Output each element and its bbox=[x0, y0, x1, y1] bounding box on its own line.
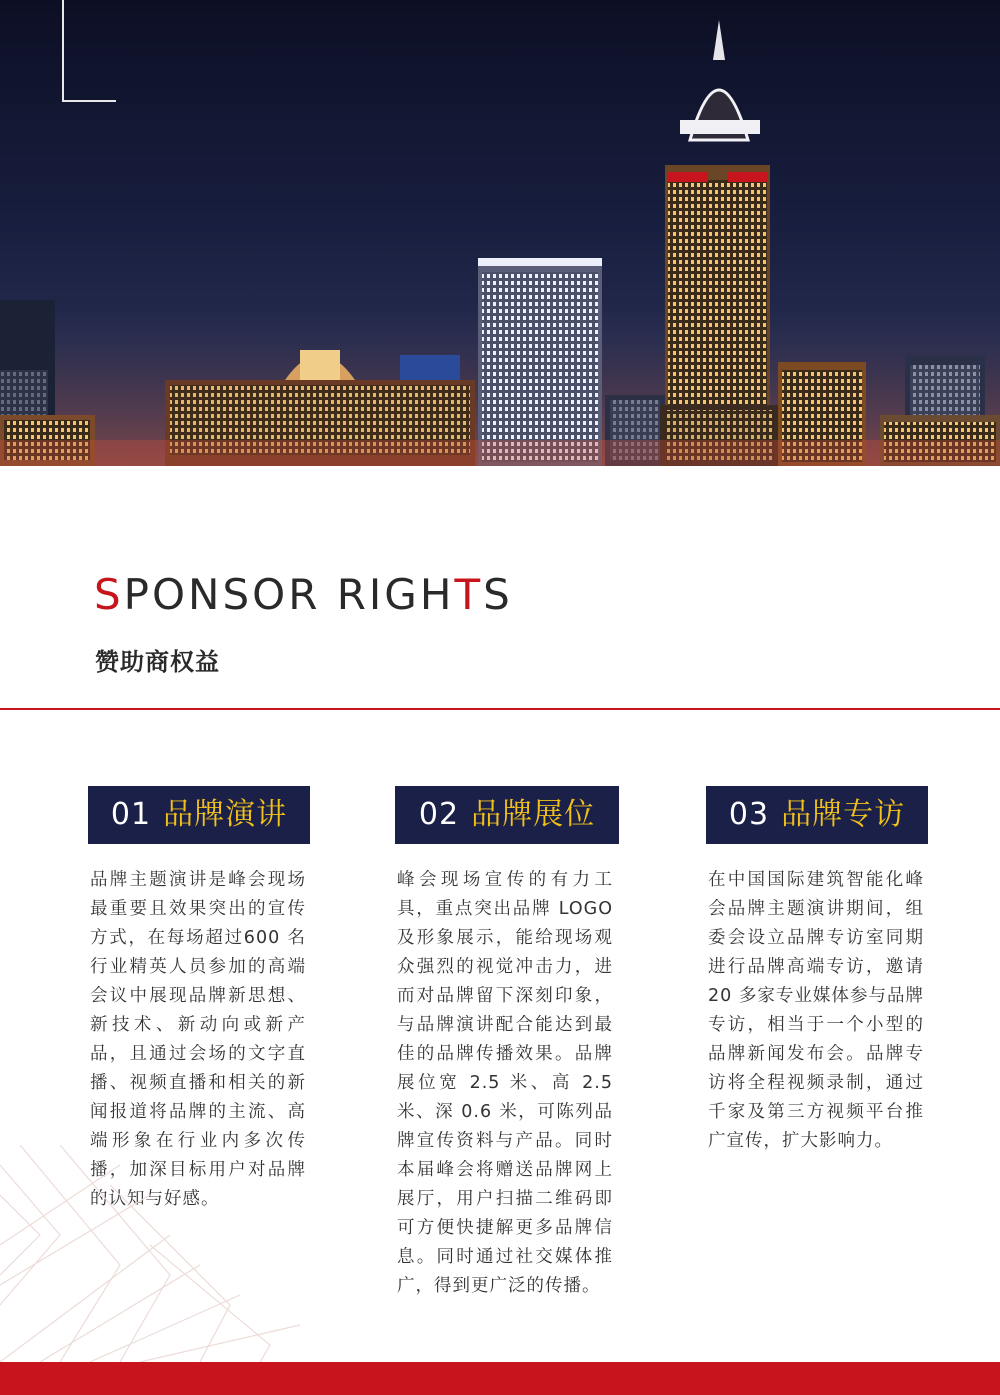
column-number: 03 bbox=[728, 797, 770, 832]
page-title bbox=[94, 570, 513, 619]
column-header bbox=[395, 786, 619, 844]
column-body: 品牌主题演讲是峰会现场最重要且效果突出的宣传方式，在每场超过600 名行业精英人员参加的高端会议中展现品牌新思想、新技术、新动向或新产品，且通过会场的文字直播、视频直播和相关的新闻报道将品牌的主流、高端形象在行业内多次传播，加深目标用户对品牌的认知与好感。 bbox=[90, 870, 306, 1209]
column-label: 品牌演讲 bbox=[163, 797, 288, 832]
column-label: 品牌展位 bbox=[471, 797, 596, 832]
column-label: 品牌专访 bbox=[781, 797, 906, 832]
footer-bar bbox=[0, 1362, 1000, 1395]
city-skyline-illustration bbox=[0, 0, 1000, 466]
column-header bbox=[88, 786, 310, 844]
column-number: 01 bbox=[110, 797, 152, 832]
column-number: 02 bbox=[418, 797, 460, 832]
title-middle: PONSOR RIGH bbox=[123, 570, 455, 619]
column-brand-interview bbox=[706, 786, 928, 1156]
column-header bbox=[706, 786, 928, 844]
line-pattern-decoration bbox=[0, 1145, 380, 1362]
section-divider bbox=[0, 708, 1000, 710]
page-subtitle: 赞助商权益 bbox=[95, 648, 220, 676]
corner-frame-decoration bbox=[62, 0, 116, 102]
title-accent-letter: T bbox=[454, 570, 484, 619]
title-first-letter: S bbox=[94, 570, 124, 619]
column-body: 峰会现场宣传的有力工具，重点突出品牌 LOGO 及形象展示，能给现场观众强烈的视觉冲击力，进而对品牌留下深刻印象，与品牌演讲配合能达到最佳的品牌传播效果。品牌展位宽 2.5 米、高 2.5 米、深 0.6 米，可陈列品牌宣传资料与产品。同时本届峰会将赠送品牌网上展厅，用户扫描二维码即可方便快捷解更多品牌信息。同时通过社交媒体推广，得到更广泛的传播。 bbox=[397, 870, 613, 1296]
title-last-letter: S bbox=[483, 570, 513, 619]
column-body: 在中国国际建筑智能化峰会品牌主题演讲期间，组委会设立品牌专访室同期进行品牌高端专访，邀请 20 多家专业媒体参与品牌专访，相当于一个小型的品牌新闻发布会。品牌专访将全程视频录制，通过千家及第三方视频平台推广宣传，扩大影响力。 bbox=[708, 870, 924, 1151]
hero-city-photo bbox=[0, 0, 1000, 466]
column-brand-booth bbox=[395, 786, 619, 1301]
